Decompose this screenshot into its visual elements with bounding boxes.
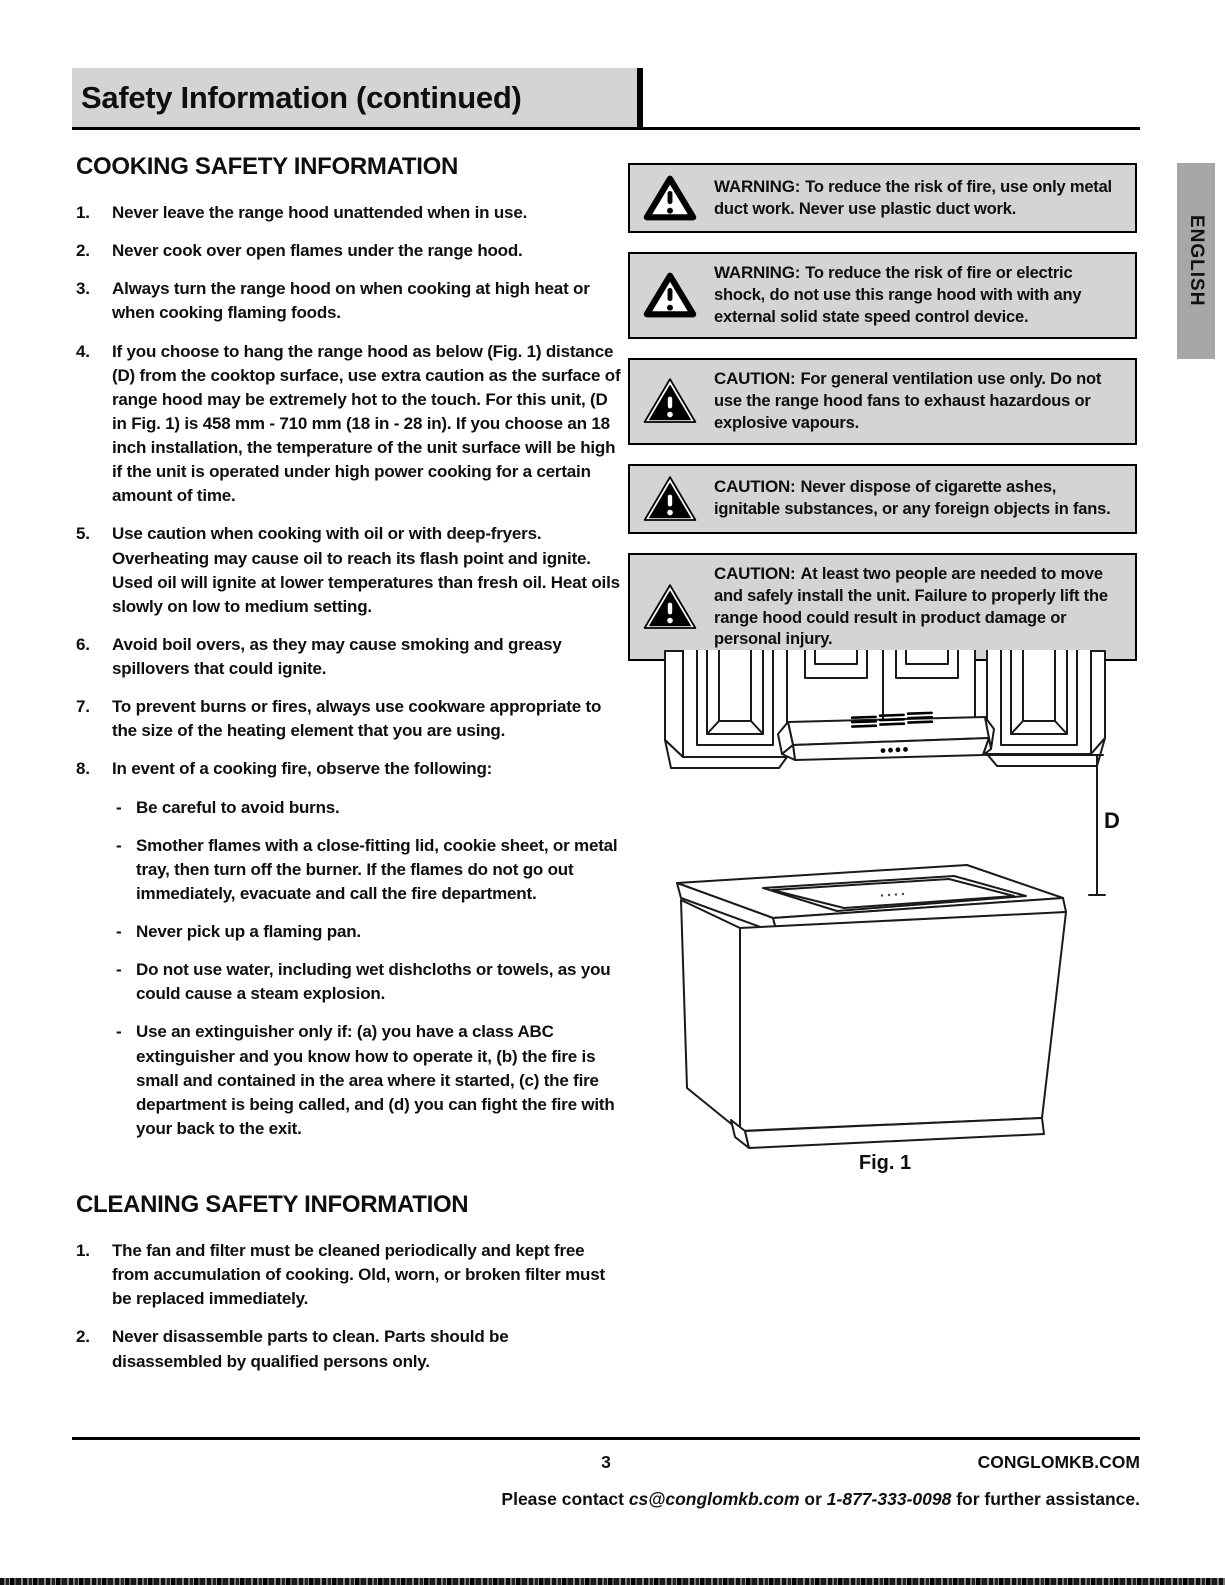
footer-row — [72, 1452, 1140, 1476]
caution-box — [628, 358, 1137, 445]
page-title-bar — [72, 68, 643, 127]
item-number: 5. — [76, 524, 90, 544]
item-number: 3. — [76, 279, 90, 299]
sub-list-item — [112, 958, 622, 1006]
left-text-column — [76, 155, 622, 1388]
sub-item-text: Do not use water, including wet dishcloths or towels, as you could cause a steam explosion. — [136, 960, 611, 1004]
warning-triangle-icon — [642, 173, 698, 223]
cooking-safety-heading: COOKING SAFETY INFORMATION — [76, 153, 458, 180]
alert-label: WARNING: — [714, 263, 801, 282]
dimension-label: D — [1104, 808, 1120, 833]
website-text: CONGLOMKB.COM — [977, 1452, 1140, 1472]
warning-triangle-icon — [642, 270, 698, 320]
cleaning-safety-heading: CLEANING SAFETY INFORMATION — [76, 1191, 469, 1218]
list-item — [76, 522, 622, 619]
alert-label: CAUTION: — [714, 563, 796, 583]
alert-body: For general ventilation use only. Do not use the range hood fans to exhaust hazardous or explosive vapours. — [714, 369, 1102, 432]
contact-line — [72, 1489, 1140, 1510]
caution-triangle-icon — [642, 582, 698, 632]
cooktop-island — [677, 865, 1066, 1148]
sub-list-item — [112, 834, 622, 906]
contact-email: cs@conglomkb.com — [628, 1489, 800, 1509]
dimension-line — [985, 755, 1120, 895]
dash-bullet: - — [116, 1022, 122, 1042]
footer-rule — [72, 1437, 1140, 1440]
alert-body: To reduce the risk of fire or electric shock, do not use this range hood with with any external solid state speed control device. — [714, 264, 1082, 326]
list-item — [76, 340, 622, 509]
contact-suffix: for further assistance. — [951, 1489, 1140, 1509]
item-number: 8. — [76, 759, 90, 779]
language-tab-english: ENGLISH — [1177, 163, 1215, 359]
cooking-safety-list — [76, 201, 622, 1155]
cleaning-safety-list — [76, 1239, 622, 1374]
dash-bullet: - — [116, 835, 122, 855]
list-item — [76, 277, 622, 325]
caution-box — [628, 553, 1137, 662]
alert-body: At least two people are needed to move and safely install the unit. Failure to properly lift the range hood could result in product damage or personal injury. — [714, 564, 1108, 649]
contact-or: or — [799, 1489, 827, 1509]
alert-text — [714, 476, 1125, 521]
alert-label: WARNING: — [714, 176, 801, 196]
list-item — [76, 239, 622, 263]
item-text: Never disassemble parts to clean. Parts should be disassembled by qualified persons only. — [112, 1327, 509, 1371]
item-number: 1. — [76, 1241, 90, 1260]
item-number: 7. — [76, 697, 90, 717]
item-number: 2. — [76, 1327, 90, 1347]
sub-list-item — [112, 920, 622, 944]
item-text: The fan and filter must be cleaned periodically and kept free from accumulation of cooking. Old, worn, or broken filter must be replaced immediately. — [112, 1241, 605, 1309]
sub-item-text: Smother flames with a close-fitting lid, cookie sheet, or metal tray, then turn off the burner. If the flames do not go out immediately, evacuate and call the fire department. — [136, 835, 618, 903]
item-text: Never leave the range hood unattended when in use. — [112, 203, 528, 222]
list-item — [76, 695, 622, 743]
dash-bullet: - — [116, 922, 122, 941]
sub-list-item — [112, 796, 622, 820]
sub-item-text: Never pick up a flaming pan. — [136, 922, 361, 941]
item-text: Use caution when cooking with oil or with deep-fryers. Overheating may cause oil to reach its flash point and ignite. Used oil will ignite at lower temperatures than fresh oil. Heat oils slowly on low to medium setting. — [112, 524, 620, 616]
item-text-lead: In event of a cooking fire, observe the following: — [112, 759, 493, 779]
caution-box — [628, 464, 1137, 534]
dash-bullet: - — [116, 797, 122, 817]
alert-boxes-column — [628, 163, 1137, 680]
alert-label: CAUTION: — [714, 477, 796, 497]
alert-body: Never dispose of cigarette ashes, ignitable substances, or any foreign objects in fans. — [714, 478, 1111, 519]
sub-list-item — [112, 1020, 622, 1141]
scan-artifact-strip — [0, 1578, 1225, 1585]
alert-body: To reduce the risk of fire, use only metal duct work. Never use plastic duct work. — [714, 177, 1112, 218]
item-number: 2. — [76, 241, 90, 261]
item-text — [112, 757, 622, 1155]
sub-item-text: Be careful to avoid burns. — [136, 797, 340, 817]
warning-box — [628, 252, 1137, 339]
alert-text — [714, 176, 1125, 221]
item-number: 1. — [76, 203, 90, 222]
list-item — [76, 633, 622, 681]
caution-triangle-icon — [642, 376, 698, 426]
left-cabinet — [665, 650, 787, 768]
dash-bullet: - — [116, 960, 122, 980]
contact-prefix: Please contact — [501, 1489, 629, 1509]
list-item — [76, 757, 622, 1155]
warning-box — [628, 163, 1137, 233]
alert-text — [714, 368, 1125, 435]
item-text: Never cook over open flames under the range hood. — [112, 241, 523, 261]
alert-text — [714, 563, 1125, 652]
item-number: 6. — [76, 634, 90, 654]
list-item — [76, 1325, 622, 1373]
item-text: Avoid boil overs, as they may cause smoking and greasy spillovers that could ignite. — [112, 634, 562, 678]
caution-triangle-icon — [642, 474, 698, 524]
figure-caption: Fig. 1 — [858, 1152, 912, 1174]
page-number: 3 — [601, 1452, 611, 1472]
page-title: Safety Information (continued) — [81, 79, 522, 115]
sub-item-text: Use an extinguisher only if: (a) you have a class ABC extinguisher and you know how to operate it, (b) the fire is small and contained in the area where it started, (c) the fire department is being called, and (d) you can fight the fire with your back to the exit. — [136, 1022, 615, 1138]
contact-phone: 1-877-333-0098 — [826, 1489, 952, 1509]
list-item — [76, 1239, 622, 1311]
item-text: If you choose to hang the range hood as below (Fig. 1) distance (D) from the cooktop surface, use extra caution as the surface of range hood may be extremely hot to the touch. For this unit, (D in Fig. 1) is 458 mm - 710 mm (18 in - 28 in). If you choose an 18 inch installation, the temperature of the unit surface will be high if the unit is operated under high power cooking for a certain amount of time. — [112, 341, 621, 506]
item-number: 4. — [76, 341, 90, 361]
header-rule — [72, 127, 1140, 130]
sub-list — [112, 796, 622, 1142]
list-item — [76, 201, 622, 225]
alert-text — [714, 262, 1125, 329]
item-text: Always turn the range hood on when cooking at high heat or when cooking flaming foods. — [112, 279, 590, 323]
figure-range-hood-installation — [645, 650, 1125, 1150]
right-cabinet — [987, 650, 1105, 766]
item-text: To prevent burns or fires, always use cookware appropriate to the size of the heating element that you are using. — [112, 697, 602, 741]
alert-label: CAUTION: — [714, 368, 796, 388]
